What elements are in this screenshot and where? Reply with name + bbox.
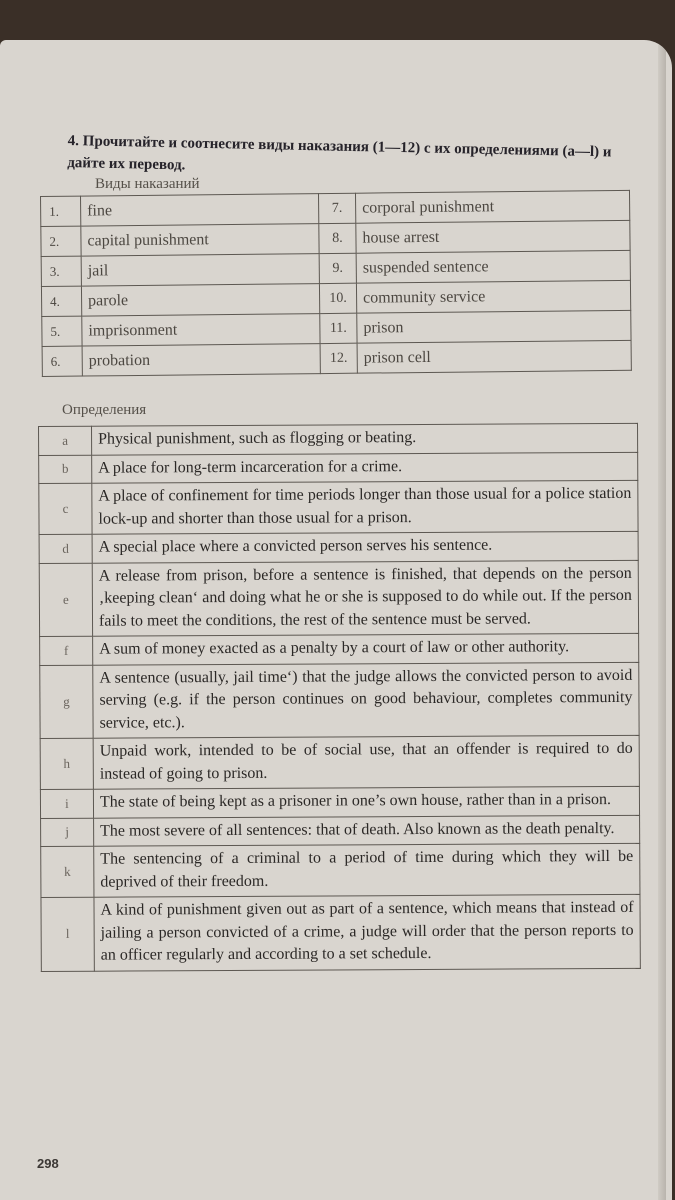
definition-row (40, 786, 639, 818)
definition-letter: l (41, 897, 94, 971)
definition-letter: j (41, 818, 94, 847)
type-name: fine (81, 194, 319, 226)
punishment-types-table (40, 190, 632, 377)
type-number: 1. (41, 196, 81, 226)
definition-row (40, 633, 639, 665)
definition-row (40, 662, 639, 739)
definition-row (41, 843, 640, 897)
definitions-table (38, 423, 641, 972)
definition-letter: f (40, 636, 93, 665)
definition-text: A place of confinement for time periods longer than those usual for a police station lock-up and shorter than those usual for a prison. (92, 480, 638, 534)
definition-letter: e (39, 563, 92, 637)
type-name: parole (81, 284, 319, 316)
type-number: 10. (319, 283, 356, 313)
type-number: 2. (41, 226, 81, 256)
definition-letter: k (41, 846, 94, 897)
definition-text: A sum of money exacted as a penalty by a court of law or other authority. (93, 633, 639, 664)
type-name: imprisonment (82, 314, 320, 346)
definition-letter: d (39, 534, 92, 563)
definition-row (40, 735, 639, 789)
definition-row (41, 894, 640, 971)
type-number: 6. (42, 346, 82, 376)
type-name: corporal punishment (355, 190, 629, 223)
type-name: suspended sentence (356, 250, 630, 283)
book-page (0, 40, 672, 1200)
definition-row (41, 815, 640, 847)
definition-text: A release from prison, before a sentence is finished, that depends on the person ‚keeping clean‘ and doing what he or she is supposed to do while out. If the person fails to meet the conditions, the rest of the sentence must be served. (92, 560, 638, 636)
definition-letter: h (40, 738, 93, 789)
definition-text: A place for long-term incarceration for a crime. (92, 452, 638, 483)
definition-row (39, 560, 638, 637)
page-number: 298 (37, 1156, 59, 1171)
definition-text: The sentencing of a criminal to a period of time during which they will be deprived of their freedom. (94, 843, 640, 897)
definition-text: A kind of punishment given out as part of a sentence, which means that instead of jailing a person convicted of a crime, a judge will order that the person reports to an officer regularly and according to a set schedule. (94, 894, 640, 970)
types-row (42, 340, 631, 376)
type-name: community service (356, 280, 630, 313)
definition-text: A special place where a convicted person serves his sentence. (92, 531, 638, 562)
definition-row (39, 423, 638, 455)
exercise-heading: 4. Прочитайте и соотнесите виды наказания (1—12) с их определениями (a—l) и дайте их перевод. (67, 132, 612, 174)
type-number: 12. (320, 343, 357, 373)
definition-text: The state of being kept as a prisoner in one’s own house, rather than in a prison. (93, 786, 639, 817)
type-name: prison (357, 310, 631, 343)
definition-row (39, 531, 638, 563)
type-name: house arrest (356, 220, 630, 253)
type-number: 4. (41, 286, 81, 316)
types-caption: Виды наказаний (95, 176, 200, 192)
definition-text: Physical punishment, such as flogging or beating. (92, 423, 638, 454)
type-name: prison cell (357, 340, 631, 373)
definition-row (39, 452, 638, 484)
type-name: capital punishment (81, 224, 319, 256)
type-number: 7. (318, 193, 355, 223)
definition-letter: i (40, 789, 93, 818)
type-number: 8. (319, 223, 356, 253)
definitions-caption: Определения (62, 402, 147, 418)
definition-letter: g (40, 665, 93, 739)
type-name: jail (81, 254, 319, 286)
page-edge (658, 40, 666, 1200)
definition-letter: a (39, 426, 92, 455)
type-number: 9. (319, 253, 356, 283)
definition-text: The most severe of all sentences: that of death. Also known as the death penalty. (94, 815, 640, 846)
definition-row (39, 480, 638, 534)
type-number: 11. (320, 313, 357, 343)
definition-text: A sentence (usually, jail time‘) that the judge allows the convicted person to avoid serving (e.g. if the person continues on good behaviour, completes community service, etc.). (93, 662, 639, 738)
type-number: 5. (42, 316, 82, 346)
definition-text: Unpaid work, intended to be of social use, that an offender is required to do instead of going to prison. (93, 735, 639, 789)
type-number: 3. (41, 256, 81, 286)
definition-letter: b (39, 455, 92, 484)
type-name: probation (82, 344, 320, 376)
definition-letter: c (39, 483, 92, 534)
